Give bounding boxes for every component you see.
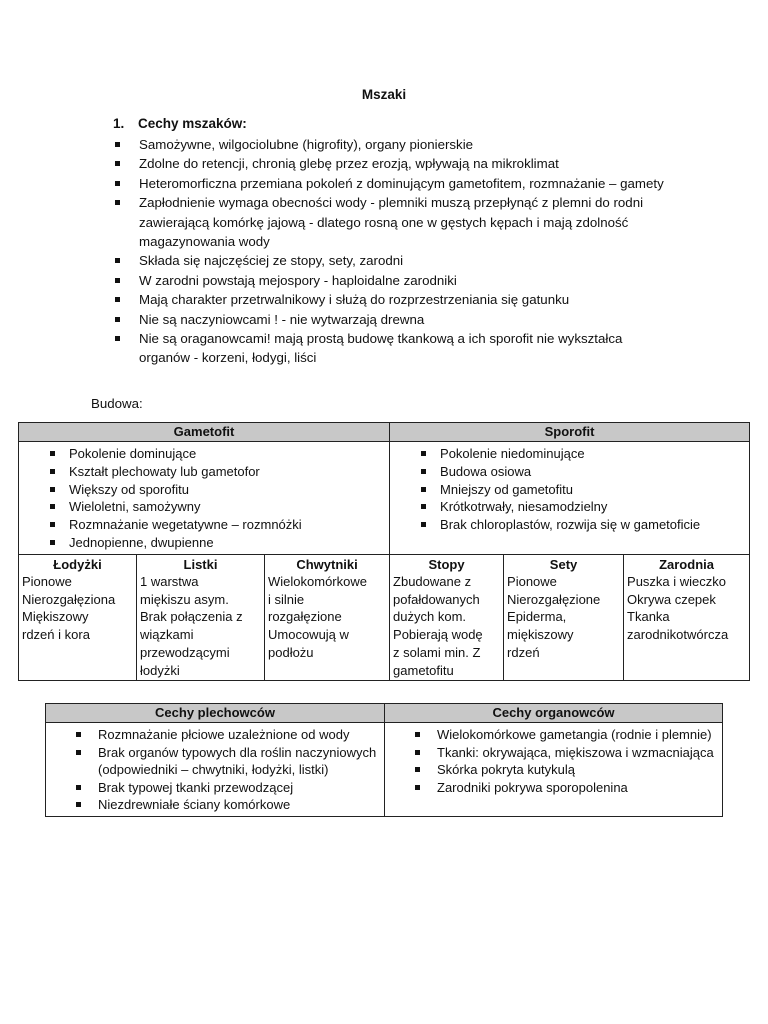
desc-line: Wielokomórkowe — [268, 573, 367, 589]
part-name: Stopy — [428, 556, 465, 572]
feature-item: Samożywne, wilgociolubne (higrofity), organy pionierskie — [113, 135, 673, 154]
list-item: Krótkotrwały, niesamodzielny — [390, 498, 749, 516]
feature-item: Mają charakter przetrwalnikowy i służą do rozprzestrzeniania się gatunku — [113, 290, 673, 309]
organowce-list — [385, 723, 722, 798]
gametofit-features-list — [19, 442, 389, 554]
part-desc — [504, 573, 623, 662]
feature-item: Składa się najczęściej ze stopy, sety, zarodni — [113, 251, 673, 270]
organowce-header: Cechy organowców — [385, 704, 723, 723]
list-item: Brak organów typowych dla roślin naczyniowych (odpowiedniki – chwytniki, łodyżki, listki) — [46, 744, 384, 779]
desc-line: i silnie — [268, 591, 305, 607]
desc-line: Pobierają wodę — [393, 627, 483, 643]
structure-table — [18, 422, 750, 681]
desc-line: rozgałęzione — [268, 609, 342, 625]
plechowce-header: Cechy plechowców — [46, 704, 385, 723]
part-desc — [624, 573, 749, 644]
desc-line: Tkanka — [627, 609, 670, 625]
list-item: Wielokomórkowe gametangia (rodnie i plemnie) — [385, 726, 722, 744]
desc-line: wiązkami — [140, 627, 194, 643]
part-name: Zarodnia — [659, 556, 714, 572]
plechowce-cell — [46, 723, 385, 817]
sporofit-features-list — [390, 442, 749, 536]
list-item: Skórka pokryta kutykulą — [385, 761, 722, 779]
feature-item: Zapłodnienie wymaga obecności wody - plemniki muszą przepłynąć z plemni do rodni zawierającą komórkę jajową - dlatego rosną one w gęstych kępach i mają zdolność magazynowania wody — [113, 193, 673, 251]
gametofit-features-cell — [19, 442, 390, 555]
organowce-cell — [385, 723, 723, 817]
sporofit-header: Sporofit — [390, 423, 750, 442]
list-item: Kształt plechowaty lub gametofor — [19, 463, 389, 481]
list-item: Brak typowej tkanki przewodzącej — [46, 779, 384, 797]
list-item: Niezdrewniałe ściany komórkowe — [46, 796, 384, 814]
list-item: Rozmnażanie płciowe uzależnione od wody — [46, 726, 384, 744]
desc-line: podłożu — [268, 644, 314, 660]
budowa-label: Budowa: — [91, 396, 143, 411]
part-cell-zarodnia — [624, 554, 750, 680]
section-number: 1. — [113, 116, 125, 131]
feature-item: Nie są oraganowcami! mają prostą budowę tkankową a ich sporofit nie wykształca organów - korzeni, łodygi, liści — [113, 329, 673, 368]
desc-line: przewodzącymi — [140, 644, 230, 660]
desc-line: Pionowe — [22, 573, 72, 589]
feature-item: Zdolne do retencji, chronią glebę przez erozją, wpływają na mikroklimat — [113, 154, 673, 173]
features-list — [113, 135, 673, 368]
sporofit-features-cell — [390, 442, 750, 555]
desc-line: Brak połączenia z — [140, 609, 243, 625]
part-name: Chwytniki — [296, 556, 358, 572]
part-cell-listki — [137, 554, 265, 680]
list-item: Mniejszy od gametofitu — [390, 481, 749, 499]
comparison-table — [45, 703, 723, 817]
plechowce-list — [46, 723, 384, 816]
list-item: Większy od sporofitu — [19, 481, 389, 499]
section-heading-text: Cechy mszaków: — [138, 116, 247, 131]
part-name: Łodyżki — [53, 556, 102, 572]
list-item: Jednopienne, dwupienne — [19, 534, 389, 552]
part-desc — [19, 573, 136, 644]
list-item: Pokolenie niedominujące — [390, 445, 749, 463]
list-item: Brak chloroplastów, rozwija się w gametoficie — [390, 516, 749, 534]
list-item: Tkanki: okrywająca, miękiszowa i wzmacniająca — [385, 744, 722, 762]
desc-line: miękiszu asym. — [140, 591, 229, 607]
feature-item: W zarodni powstają mejospory - haploidalne zarodniki — [113, 271, 673, 290]
page-title: Mszaki — [361, 87, 407, 102]
desc-line: Pionowe — [507, 573, 557, 589]
desc-line: zarodnikotwórcza — [627, 627, 729, 643]
gametofit-header: Gametofit — [19, 423, 390, 442]
desc-line: dużych kom. — [393, 609, 467, 625]
section-heading — [113, 116, 247, 131]
list-item: Zarodniki pokrywa sporopolenina — [385, 779, 722, 797]
desc-line: rdzeń — [507, 644, 540, 660]
desc-line: Zbudowane z — [393, 573, 472, 589]
part-name: Sety — [549, 556, 578, 572]
part-cell-lodyzki — [19, 554, 137, 680]
part-desc — [265, 573, 389, 662]
desc-line: Puszka i wieczko — [627, 573, 727, 589]
part-cell-chwytniki — [265, 554, 390, 680]
list-item: Pokolenie dominujące — [19, 445, 389, 463]
desc-line: 1 warstwa — [140, 573, 199, 589]
desc-line: Nierozgałęzione — [507, 591, 601, 607]
desc-line: z solami min. Z — [393, 644, 481, 660]
desc-line: Miękiszowy — [22, 609, 89, 625]
list-item: Rozmnażanie wegetatywne – rozmnóżki — [19, 516, 389, 534]
desc-line: Epiderma, — [507, 609, 567, 625]
desc-line: Okrywa czepek — [627, 591, 716, 607]
desc-line: Umocowują w — [268, 627, 349, 643]
desc-line: gametofitu — [393, 662, 454, 678]
desc-line: miękiszowy — [507, 627, 574, 643]
feature-item: Nie są naczyniowcami ! - nie wytwarzają drewna — [113, 310, 673, 329]
desc-line: łodyżki — [140, 662, 180, 678]
part-cell-sety — [504, 554, 624, 680]
part-desc — [390, 573, 503, 680]
part-name: Listki — [183, 556, 218, 572]
list-item: Wieloletni, samożywny — [19, 498, 389, 516]
desc-line: rdzeń i kora — [22, 627, 90, 643]
part-cell-stopy — [390, 554, 504, 680]
feature-item: Heteromorficzna przemiana pokoleń z dominującym gametofitem, rozmnażanie – gamety — [113, 174, 673, 193]
desc-line: pofałdowanych — [393, 591, 480, 607]
part-desc — [137, 573, 264, 680]
list-item: Budowa osiowa — [390, 463, 749, 481]
desc-line: Nierozgałęziona — [22, 591, 116, 607]
